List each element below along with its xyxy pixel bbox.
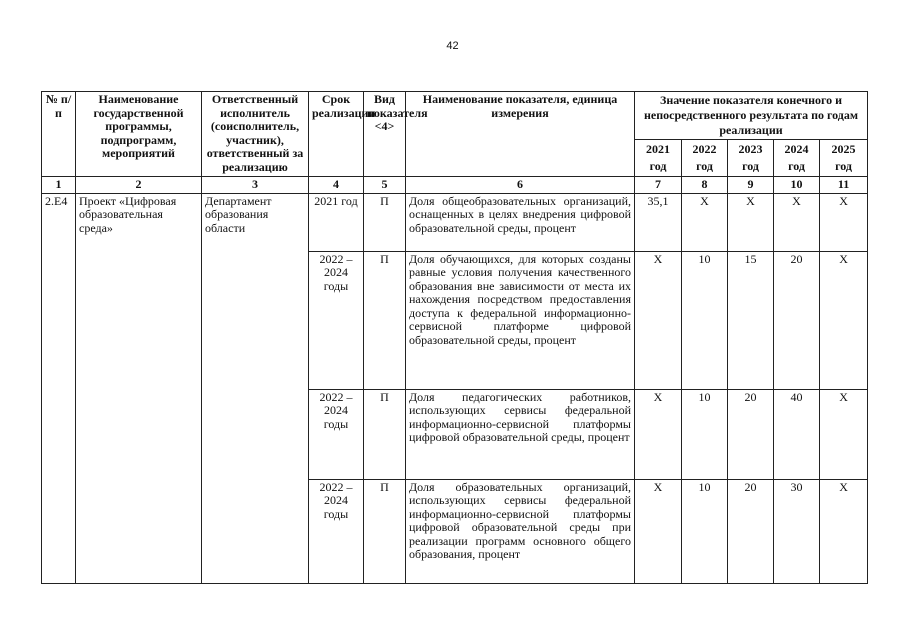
row-indicator: Доля образовательных организаций, использующих сервисы федеральной информационно-сервисной платформы цифровой образовательной среды при реализации программ основного общего образования, процент [406, 479, 635, 583]
row-value: Х [820, 193, 868, 251]
row-value: Х [820, 479, 868, 583]
column-number: 8 [682, 177, 728, 194]
page-number: 42 [446, 40, 459, 52]
header-indicator-type: Вид показателя <4> [364, 92, 406, 177]
row-value: 15 [728, 251, 774, 389]
header-period: Срок реализации [309, 92, 364, 177]
row-value: Х [635, 251, 682, 389]
row-value: Х [820, 389, 868, 479]
header-year: 2023 год [728, 140, 774, 177]
row-value: 40 [774, 389, 820, 479]
row-value: 30 [774, 479, 820, 583]
column-number: 9 [728, 177, 774, 194]
row-value: Х [820, 251, 868, 389]
header-year: 2021 год [635, 140, 682, 177]
row-value: Х [774, 193, 820, 251]
row-value: 20 [774, 251, 820, 389]
row-period: 2022 – 2024 годы [309, 251, 364, 389]
header-indicator-name: Наименование показателя, единица измерения [406, 92, 635, 177]
section-number: 2.Е4 [42, 193, 76, 583]
row-indicator-type: П [364, 389, 406, 479]
header-year: 2024 год [774, 140, 820, 177]
column-number: 1 [42, 177, 76, 194]
row-value: Х [635, 479, 682, 583]
row-value: 10 [682, 389, 728, 479]
row-value: Х [728, 193, 774, 251]
indicators-table [41, 91, 868, 584]
column-number: 5 [364, 177, 406, 194]
header-row [42, 92, 868, 140]
header-number: № п/п [42, 92, 76, 177]
section-name: Проект «Цифровая образовательная среда» [76, 193, 202, 583]
header-executor: Ответственный исполнитель (соисполнитель, участник), ответственный за реализацию [202, 92, 309, 177]
row-value: 10 [682, 479, 728, 583]
row-indicator-type: П [364, 479, 406, 583]
row-period: 2022 – 2024 годы [309, 479, 364, 583]
column-number: 6 [406, 177, 635, 194]
row-value: 35,1 [635, 193, 682, 251]
row-value: Х [682, 193, 728, 251]
column-number: 4 [309, 177, 364, 194]
column-number: 3 [202, 177, 309, 194]
header-year: 2025 год [820, 140, 868, 177]
section-executor: Департамент образования области [202, 193, 309, 583]
row-value: Х [635, 389, 682, 479]
header-program-name: Наименование государственной программы, подпрограмм, мероприятий [76, 92, 202, 177]
header-values-group: Значение показателя конечного и непосредственного результата по годам реализации [635, 92, 868, 140]
row-indicator-type: П [364, 251, 406, 389]
row-period: 2021 год [309, 193, 364, 251]
row-indicator: Доля общеобразовательных организаций, оснащенных в целях внедрения цифровой образовательной среды, процент [406, 193, 635, 251]
column-number-row [42, 177, 868, 194]
column-number: 10 [774, 177, 820, 194]
row-value: 10 [682, 251, 728, 389]
column-number: 2 [76, 177, 202, 194]
row-indicator: Доля педагогических работников, использующих сервисы федеральной информационно-сервисной платформы цифровой образовательной среды, процент [406, 389, 635, 479]
row-indicator: Доля обучающихся, для которых созданы равные условия получения качественного образования вне зависимости от места их нахождения посредством предоставления доступа к федеральной информационно-сервисной платформе цифровой образовательной среды, процент [406, 251, 635, 389]
column-number: 11 [820, 177, 868, 194]
row-value: 20 [728, 389, 774, 479]
column-number: 7 [635, 177, 682, 194]
table-row [42, 193, 868, 251]
row-indicator-type: П [364, 193, 406, 251]
row-value: 20 [728, 479, 774, 583]
row-period: 2022 – 2024 годы [309, 389, 364, 479]
header-year: 2022 год [682, 140, 728, 177]
